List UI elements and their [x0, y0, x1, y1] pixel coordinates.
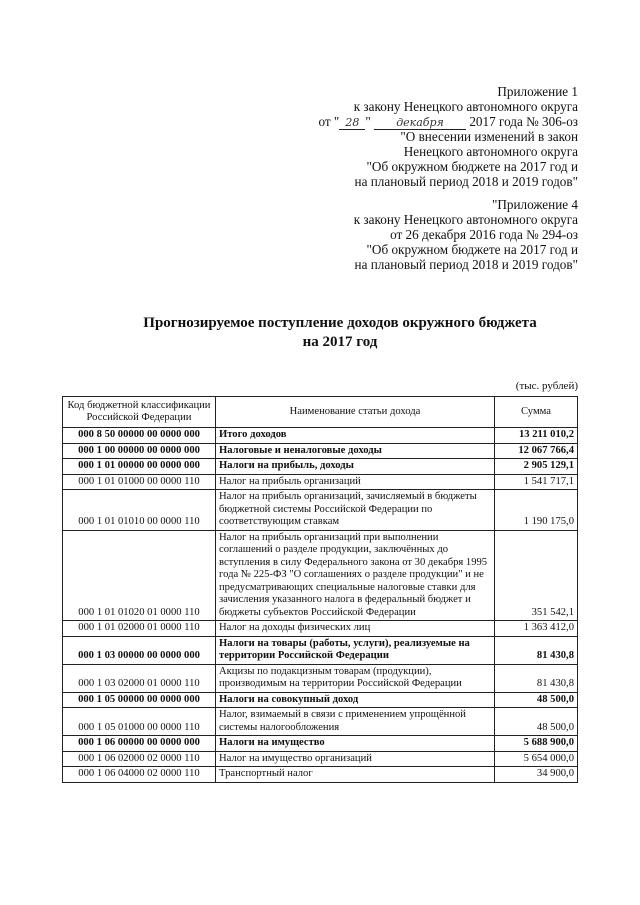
header-code: Код бюджетной классификации Российской Федерации — [63, 397, 216, 428]
handwritten-month: декабря — [374, 117, 466, 130]
appendix-4-header — [354, 197, 578, 272]
row-code: 000 1 03 02000 01 0000 110 — [63, 664, 216, 692]
row-sum: 48 500,0 — [495, 692, 578, 708]
table-row — [63, 767, 578, 783]
row-sum: 34 900,0 — [495, 767, 578, 783]
row-code: 000 1 01 01000 00 0000 110 — [63, 474, 216, 490]
title-line-2: на 2017 год — [302, 334, 378, 350]
header-sum: Сумма — [495, 397, 578, 428]
header-name: Наименование статьи дохода — [216, 397, 495, 428]
row-sum: 2 905 129,1 — [495, 459, 578, 475]
date-line — [318, 114, 578, 129]
row-name: Налог на имущество организаций — [216, 751, 495, 767]
row-code: 000 1 06 02000 02 0000 110 — [63, 751, 216, 767]
row-name: Налоги на прибыль, доходы — [216, 459, 495, 475]
row-sum: 5 688 900,0 — [495, 736, 578, 752]
row-name: Налог на прибыль организаций — [216, 474, 495, 490]
row-sum: 351 542,1 — [495, 530, 578, 621]
date-suffix: 2017 года № 306-оз — [469, 114, 578, 129]
table-header-row — [63, 397, 578, 428]
row-sum: 5 654 000,0 — [495, 751, 578, 767]
table-row — [63, 474, 578, 490]
table-row — [63, 751, 578, 767]
row-code: 000 1 05 01000 00 0000 110 — [63, 708, 216, 736]
row-sum: 81 430,8 — [495, 636, 578, 664]
header-line: "Об окружном бюджете на 2017 год и — [366, 242, 578, 257]
date-mid: " — [365, 114, 371, 129]
row-name: Налоги на товары (работы, услуги), реализуемые на территории Российской Федерации — [216, 636, 495, 664]
row-name: Налог, взимаемый в связи с применением упрощённой системы налогообложения — [216, 708, 495, 736]
revenue-table — [62, 396, 578, 783]
row-sum: 81 430,8 — [495, 664, 578, 692]
table-row — [63, 443, 578, 459]
row-name: Налог на прибыль организаций при выполнении соглашений о разделе продукции, заключённых до вступления в силу Федерального закона от 30 декабря 1995 года № 225-ФЗ "О соглашениях о разделе продукции" и не предусматривающих специальные налоговые ставки для зачисления указанного налога в федеральный бюджет и бюджеты субъектов Российской Федерации — [216, 530, 495, 621]
row-name: Итого доходов — [216, 428, 495, 444]
header-line: на плановый период 2018 и 2019 годов" — [354, 174, 578, 189]
row-name: Акцизы по подакцизным товарам (продукции), производимым на территории Российской Федерации — [216, 664, 495, 692]
date-prefix: от " — [318, 114, 340, 129]
row-sum: 12 067 766,4 — [495, 443, 578, 459]
row-name: Транспортный налог — [216, 767, 495, 783]
handwritten-day: 28 — [339, 117, 365, 130]
row-code: 000 1 01 00000 00 0000 000 — [63, 459, 216, 475]
units-label: (тыс. рублей) — [515, 380, 578, 392]
row-code: 000 1 06 04000 02 0000 110 — [63, 767, 216, 783]
row-code: 000 1 00 00000 00 0000 000 — [63, 443, 216, 459]
table-row — [63, 736, 578, 752]
appendix-1-header — [318, 84, 578, 189]
row-name: Налоги на имущество — [216, 736, 495, 752]
row-sum: 48 500,0 — [495, 708, 578, 736]
table-row — [63, 530, 578, 621]
table-row — [63, 692, 578, 708]
table-row — [63, 490, 578, 531]
row-sum: 1 363 412,0 — [495, 621, 578, 637]
header-line: "Об окружном бюджете на 2017 год и — [366, 159, 578, 174]
row-name: Налог на доходы физических лиц — [216, 621, 495, 637]
table-row — [63, 664, 578, 692]
header-line: "О внесении изменений в закон — [400, 129, 578, 144]
header-line: Ненецкого автономного округа — [403, 144, 578, 159]
row-sum: 1 541 717,1 — [495, 474, 578, 490]
row-sum: 1 190 175,0 — [495, 490, 578, 531]
row-name: Налоговые и неналоговые доходы — [216, 443, 495, 459]
row-code: 000 1 06 00000 00 0000 000 — [63, 736, 216, 752]
document-title — [0, 314, 640, 352]
table-row — [63, 708, 578, 736]
header-line: Приложение 1 — [497, 84, 578, 99]
header-line: на плановый период 2018 и 2019 годов" — [354, 257, 578, 272]
row-code: 000 1 01 01010 00 0000 110 — [63, 490, 216, 531]
row-code: 000 1 03 00000 00 0000 000 — [63, 636, 216, 664]
title-line-1: Прогнозируемое поступление доходов окружного бюджета — [143, 315, 537, 331]
header-line: от 26 декабря 2016 года № 294-оз — [390, 227, 578, 242]
row-code: 000 1 01 01020 01 0000 110 — [63, 530, 216, 621]
header-line: "Приложение 4 — [491, 197, 578, 212]
row-name: Налоги на совокупный доход — [216, 692, 495, 708]
table-row — [63, 621, 578, 637]
table-row — [63, 428, 578, 444]
table-row — [63, 459, 578, 475]
header-line: к закону Ненецкого автономного округа — [353, 212, 578, 227]
row-code: 000 8 50 00000 00 0000 000 — [63, 428, 216, 444]
header-line: к закону Ненецкого автономного округа — [353, 99, 578, 114]
row-sum: 13 211 010,2 — [495, 428, 578, 444]
row-name: Налог на прибыль организаций, зачисляемый в бюджеты бюджетной системы Российской Федерации по соответствующим ставкам — [216, 490, 495, 531]
row-code: 000 1 05 00000 00 0000 000 — [63, 692, 216, 708]
table-row — [63, 636, 578, 664]
row-code: 000 1 01 02000 01 0000 110 — [63, 621, 216, 637]
